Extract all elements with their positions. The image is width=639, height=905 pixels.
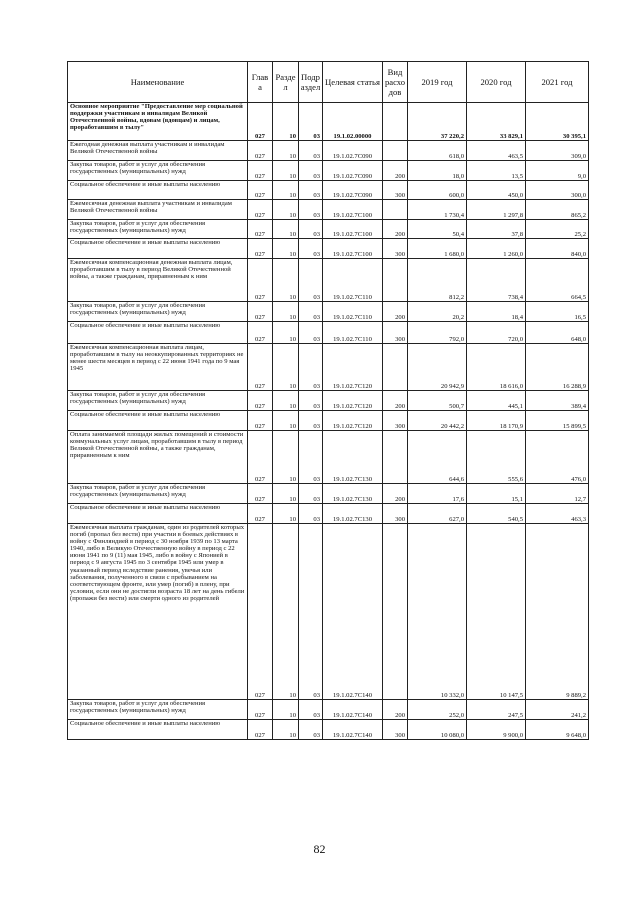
- cell-2020: 18 170,9: [467, 411, 526, 431]
- cell-razdel: 10: [273, 103, 299, 141]
- cell-razdel: 10: [273, 181, 299, 200]
- table-row: [68, 103, 589, 141]
- table-row: [68, 200, 589, 220]
- cell-vid: [383, 103, 408, 141]
- cell-2021: 664,5: [526, 259, 589, 302]
- cell-target: 19.1.02.7С140: [323, 524, 383, 700]
- cell-razdel: 10: [273, 524, 299, 700]
- cell-2021: 9 889,2: [526, 524, 589, 700]
- cell-glava: 027: [248, 302, 273, 322]
- cell-razdel: 10: [273, 391, 299, 411]
- cell-vid: [383, 524, 408, 700]
- cell-name: Ежегодная денежная выплата участникам и инвалидам Великой Отечественной войны: [68, 141, 248, 161]
- cell-2021: 463,3: [526, 504, 589, 524]
- cell-2019: 644,6: [408, 431, 467, 484]
- table-row: [68, 322, 589, 344]
- cell-vid: 200: [383, 700, 408, 720]
- cell-2021: 30 395,1: [526, 103, 589, 141]
- cell-2021: 16,5: [526, 302, 589, 322]
- cell-target: 19.1.02.7С110: [323, 302, 383, 322]
- cell-name: Закупка товаров, работ и услуг для обеспечения государственных (муниципальных) нужд: [68, 391, 248, 411]
- page-number: 82: [313, 842, 326, 856]
- cell-razdel: 10: [273, 484, 299, 504]
- cell-2020: 10 147,5: [467, 524, 526, 700]
- cell-vid: 300: [383, 504, 408, 524]
- cell-glava: 027: [248, 411, 273, 431]
- cell-vid: 200: [383, 161, 408, 181]
- cell-razdel: 10: [273, 141, 299, 161]
- cell-2020: 738,4: [467, 259, 526, 302]
- header-target: Целевая статья: [323, 62, 383, 103]
- cell-name: Социальное обеспечение и иные выплаты населению: [68, 720, 248, 740]
- cell-name: Ежемесячная компенсационная денежная выплата лицам, проработавшим в тылу в период Великой Отечественной войны, а также гражданам, приравненным к ним: [68, 259, 248, 302]
- header-vid: Вид расхо дов: [383, 62, 408, 103]
- cell-target: 19.1.02.7С120: [323, 411, 383, 431]
- cell-target: 19.1.02.7С100: [323, 239, 383, 259]
- cell-name: Закупка товаров, работ и услуг для обеспечения государственных (муниципальных) нужд: [68, 161, 248, 181]
- cell-2019: 1 730,4: [408, 200, 467, 220]
- cell-2019: 20 442,2: [408, 411, 467, 431]
- cell-name: Социальное обеспечение и иные выплаты населению: [68, 239, 248, 259]
- cell-vid: 300: [383, 411, 408, 431]
- cell-razdel: 10: [273, 322, 299, 344]
- cell-razdel: 10: [273, 302, 299, 322]
- cell-glava: 027: [248, 720, 273, 740]
- cell-2019: 20 942,9: [408, 344, 467, 391]
- cell-2019: 1 680,0: [408, 239, 467, 259]
- cell-podrazdel: 03: [299, 239, 323, 259]
- table-row: [68, 431, 589, 484]
- cell-podrazdel: 03: [299, 103, 323, 141]
- cell-name: Закупка товаров, работ и услуг для обеспечения государственных (муниципальных) нужд: [68, 484, 248, 504]
- cell-target: 19.1.02.7С110: [323, 259, 383, 302]
- cell-podrazdel: 03: [299, 524, 323, 700]
- cell-2021: 9 648,0: [526, 720, 589, 740]
- cell-name: Основное мероприятие "Предоставление мер социальной поддержки участникам и инвалидам Великой Отечественной войны, вдовам (вдовцам) и лицам, проработавшим в тылу": [68, 103, 248, 141]
- cell-2019: 618,0: [408, 141, 467, 161]
- cell-podrazdel: 03: [299, 322, 323, 344]
- cell-glava: 027: [248, 322, 273, 344]
- cell-glava: 027: [248, 161, 273, 181]
- table-row: [68, 391, 589, 411]
- cell-2021: 25,2: [526, 220, 589, 239]
- table-row: [68, 161, 589, 181]
- cell-2020: 247,5: [467, 700, 526, 720]
- cell-2020: 463,5: [467, 141, 526, 161]
- cell-2020: 33 829,1: [467, 103, 526, 141]
- cell-2019: 18,0: [408, 161, 467, 181]
- table-row: [68, 720, 589, 740]
- cell-2019: 627,0: [408, 504, 467, 524]
- cell-vid: 200: [383, 220, 408, 239]
- cell-2020: 1 297,8: [467, 200, 526, 220]
- cell-2020: 9 900,0: [467, 720, 526, 740]
- cell-2019: 600,0: [408, 181, 467, 200]
- cell-target: 19.1.02.7С120: [323, 344, 383, 391]
- cell-2021: 15 899,5: [526, 411, 589, 431]
- cell-razdel: 10: [273, 259, 299, 302]
- cell-2021: 309,0: [526, 141, 589, 161]
- cell-glava: 027: [248, 239, 273, 259]
- cell-vid: 200: [383, 391, 408, 411]
- cell-glava: 027: [248, 431, 273, 484]
- cell-podrazdel: 03: [299, 720, 323, 740]
- cell-podrazdel: 03: [299, 141, 323, 161]
- cell-2021: 389,4: [526, 391, 589, 411]
- cell-target: 19.1.02.7С140: [323, 720, 383, 740]
- cell-target: 19.1.02.00000: [323, 103, 383, 141]
- cell-glava: 027: [248, 391, 273, 411]
- cell-target: 19.1.02.7С130: [323, 484, 383, 504]
- header-2021: 2021 год: [526, 62, 589, 103]
- table-row: [68, 181, 589, 200]
- table-header-row: [68, 62, 589, 103]
- cell-podrazdel: 03: [299, 411, 323, 431]
- cell-podrazdel: 03: [299, 484, 323, 504]
- cell-podrazdel: 03: [299, 259, 323, 302]
- cell-glava: 027: [248, 220, 273, 239]
- cell-target: 19.1.02.7С090: [323, 141, 383, 161]
- header-glava: Глав а: [248, 62, 273, 103]
- cell-glava: 027: [248, 344, 273, 391]
- cell-2020: 18,4: [467, 302, 526, 322]
- cell-2021: 476,0: [526, 431, 589, 484]
- cell-razdel: 10: [273, 431, 299, 484]
- cell-target: 19.1.02.7С130: [323, 431, 383, 484]
- cell-razdel: 10: [273, 161, 299, 181]
- cell-2019: 500,7: [408, 391, 467, 411]
- cell-2019: 37 220,2: [408, 103, 467, 141]
- cell-2020: 540,5: [467, 504, 526, 524]
- cell-2019: 812,2: [408, 259, 467, 302]
- cell-2020: 15,1: [467, 484, 526, 504]
- cell-name: Закупка товаров, работ и услуг для обеспечения государственных (муниципальных) нужд: [68, 302, 248, 322]
- cell-razdel: 10: [273, 720, 299, 740]
- table-row: [68, 239, 589, 259]
- cell-razdel: 10: [273, 411, 299, 431]
- cell-2020: 18 616,0: [467, 344, 526, 391]
- cell-target: 19.1.02.7С140: [323, 700, 383, 720]
- cell-vid: 200: [383, 484, 408, 504]
- cell-2020: 1 260,0: [467, 239, 526, 259]
- table-row: [68, 344, 589, 391]
- table-row: [68, 220, 589, 239]
- cell-2020: 720,0: [467, 322, 526, 344]
- cell-name: Социальное обеспечение и иные выплаты населению: [68, 411, 248, 431]
- cell-2020: 445,1: [467, 391, 526, 411]
- cell-vid: 300: [383, 181, 408, 200]
- cell-glava: 027: [248, 103, 273, 141]
- table-row: [68, 504, 589, 524]
- cell-vid: 200: [383, 302, 408, 322]
- cell-2019: 792,0: [408, 322, 467, 344]
- cell-target: 19.1.02.7С100: [323, 200, 383, 220]
- cell-podrazdel: 03: [299, 181, 323, 200]
- cell-glava: 027: [248, 141, 273, 161]
- cell-glava: 027: [248, 700, 273, 720]
- cell-2020: 13,5: [467, 161, 526, 181]
- cell-name: Ежемесячная выплата гражданам, один из родителей которых погиб (пропал без вести) при участии в боевых действиях в войну с Финляндией в период с 30 ноября 1939 по 13 марта 1940, либо в Великую Отечественную войну в период с 22 июня 1941 по 9 (11) мая 1945, либо в войну с Японией в период с 9 августа 1945 по 3 сентября 1945 или умер в указанный период вследствие ранения, увечья или заболевания, полученного в связи с пребыванием на соответствующем фронте, или умер (погиб) в плену, при условии, если они не достигли возраста 18 лет на день гибели (пропажи без вести) или смерти одного из родителей: [68, 524, 248, 700]
- cell-podrazdel: 03: [299, 220, 323, 239]
- header-podrazdel: Подр аздел: [299, 62, 323, 103]
- cell-glava: 027: [248, 181, 273, 200]
- cell-glava: 027: [248, 524, 273, 700]
- cell-target: 19.1.02.7С090: [323, 181, 383, 200]
- cell-vid: 300: [383, 239, 408, 259]
- cell-2021: 9,0: [526, 161, 589, 181]
- cell-target: 19.1.02.7С130: [323, 504, 383, 524]
- cell-podrazdel: 03: [299, 161, 323, 181]
- cell-target: 19.1.02.7С120: [323, 391, 383, 411]
- cell-podrazdel: 03: [299, 504, 323, 524]
- cell-name: Социальное обеспечение и иные выплаты населению: [68, 322, 248, 344]
- cell-name: Социальное обеспечение и иные выплаты населению: [68, 504, 248, 524]
- cell-glava: 027: [248, 259, 273, 302]
- cell-2021: 16 288,9: [526, 344, 589, 391]
- table-body: [68, 103, 589, 740]
- cell-2021: 648,0: [526, 322, 589, 344]
- cell-glava: 027: [248, 200, 273, 220]
- table-row: [68, 141, 589, 161]
- cell-vid: 300: [383, 720, 408, 740]
- table-row: [68, 700, 589, 720]
- table-row: [68, 524, 589, 700]
- cell-name: Закупка товаров, работ и услуг для обеспечения государственных (муниципальных) нужд: [68, 220, 248, 239]
- header-2020: 2020 год: [467, 62, 526, 103]
- cell-2020: 37,8: [467, 220, 526, 239]
- cell-podrazdel: 03: [299, 700, 323, 720]
- cell-razdel: 10: [273, 700, 299, 720]
- cell-vid: [383, 344, 408, 391]
- budget-table: [67, 61, 589, 740]
- cell-2019: 20,2: [408, 302, 467, 322]
- cell-glava: 027: [248, 484, 273, 504]
- cell-2019: 17,6: [408, 484, 467, 504]
- cell-2021: 241,2: [526, 700, 589, 720]
- cell-podrazdel: 03: [299, 391, 323, 411]
- cell-2021: 865,2: [526, 200, 589, 220]
- cell-name: Ежемесячная денежная выплата участникам и инвалидам Великой Отечественной войны: [68, 200, 248, 220]
- table-row: [68, 259, 589, 302]
- cell-razdel: 10: [273, 200, 299, 220]
- cell-2019: 252,0: [408, 700, 467, 720]
- cell-2019: 10 080,0: [408, 720, 467, 740]
- table-row: [68, 484, 589, 504]
- cell-name: Социальное обеспечение и иные выплаты населению: [68, 181, 248, 200]
- cell-vid: [383, 259, 408, 302]
- cell-podrazdel: 03: [299, 431, 323, 484]
- cell-name: Ежемесячная компенсационная выплата лицам, проработавшим в тылу на неоккупированных территориях не менее шести месяцев в период с 22 июня 1941 года по 9 мая 1945: [68, 344, 248, 391]
- cell-razdel: 10: [273, 504, 299, 524]
- header-2019: 2019 год: [408, 62, 467, 103]
- cell-razdel: 10: [273, 344, 299, 391]
- cell-podrazdel: 03: [299, 200, 323, 220]
- cell-target: 19.1.02.7С090: [323, 161, 383, 181]
- cell-razdel: 10: [273, 220, 299, 239]
- table-row: [68, 302, 589, 322]
- cell-2021: 840,0: [526, 239, 589, 259]
- header-name: Наименование: [68, 62, 248, 103]
- cell-2021: 12,7: [526, 484, 589, 504]
- cell-vid: [383, 200, 408, 220]
- cell-vid: [383, 431, 408, 484]
- cell-name: Оплата занимаемой площади жилых помещений и стоимости коммунальных услуг лицам, проработавшим в тылу в период Великой Отечественной войны, а также гражданам, приравненным к ним: [68, 431, 248, 484]
- header-razdel: Разде л: [273, 62, 299, 103]
- cell-vid: 300: [383, 322, 408, 344]
- cell-vid: [383, 141, 408, 161]
- cell-glava: 027: [248, 504, 273, 524]
- cell-target: 19.1.02.7С100: [323, 220, 383, 239]
- cell-2019: 10 332,0: [408, 524, 467, 700]
- cell-podrazdel: 03: [299, 302, 323, 322]
- cell-razdel: 10: [273, 239, 299, 259]
- cell-podrazdel: 03: [299, 344, 323, 391]
- cell-2019: 50,4: [408, 220, 467, 239]
- cell-target: 19.1.02.7С110: [323, 322, 383, 344]
- cell-2021: 300,0: [526, 181, 589, 200]
- cell-2020: 450,0: [467, 181, 526, 200]
- table-row: [68, 411, 589, 431]
- cell-name: Закупка товаров, работ и услуг для обеспечения государственных (муниципальных) нужд: [68, 700, 248, 720]
- cell-2020: 555,6: [467, 431, 526, 484]
